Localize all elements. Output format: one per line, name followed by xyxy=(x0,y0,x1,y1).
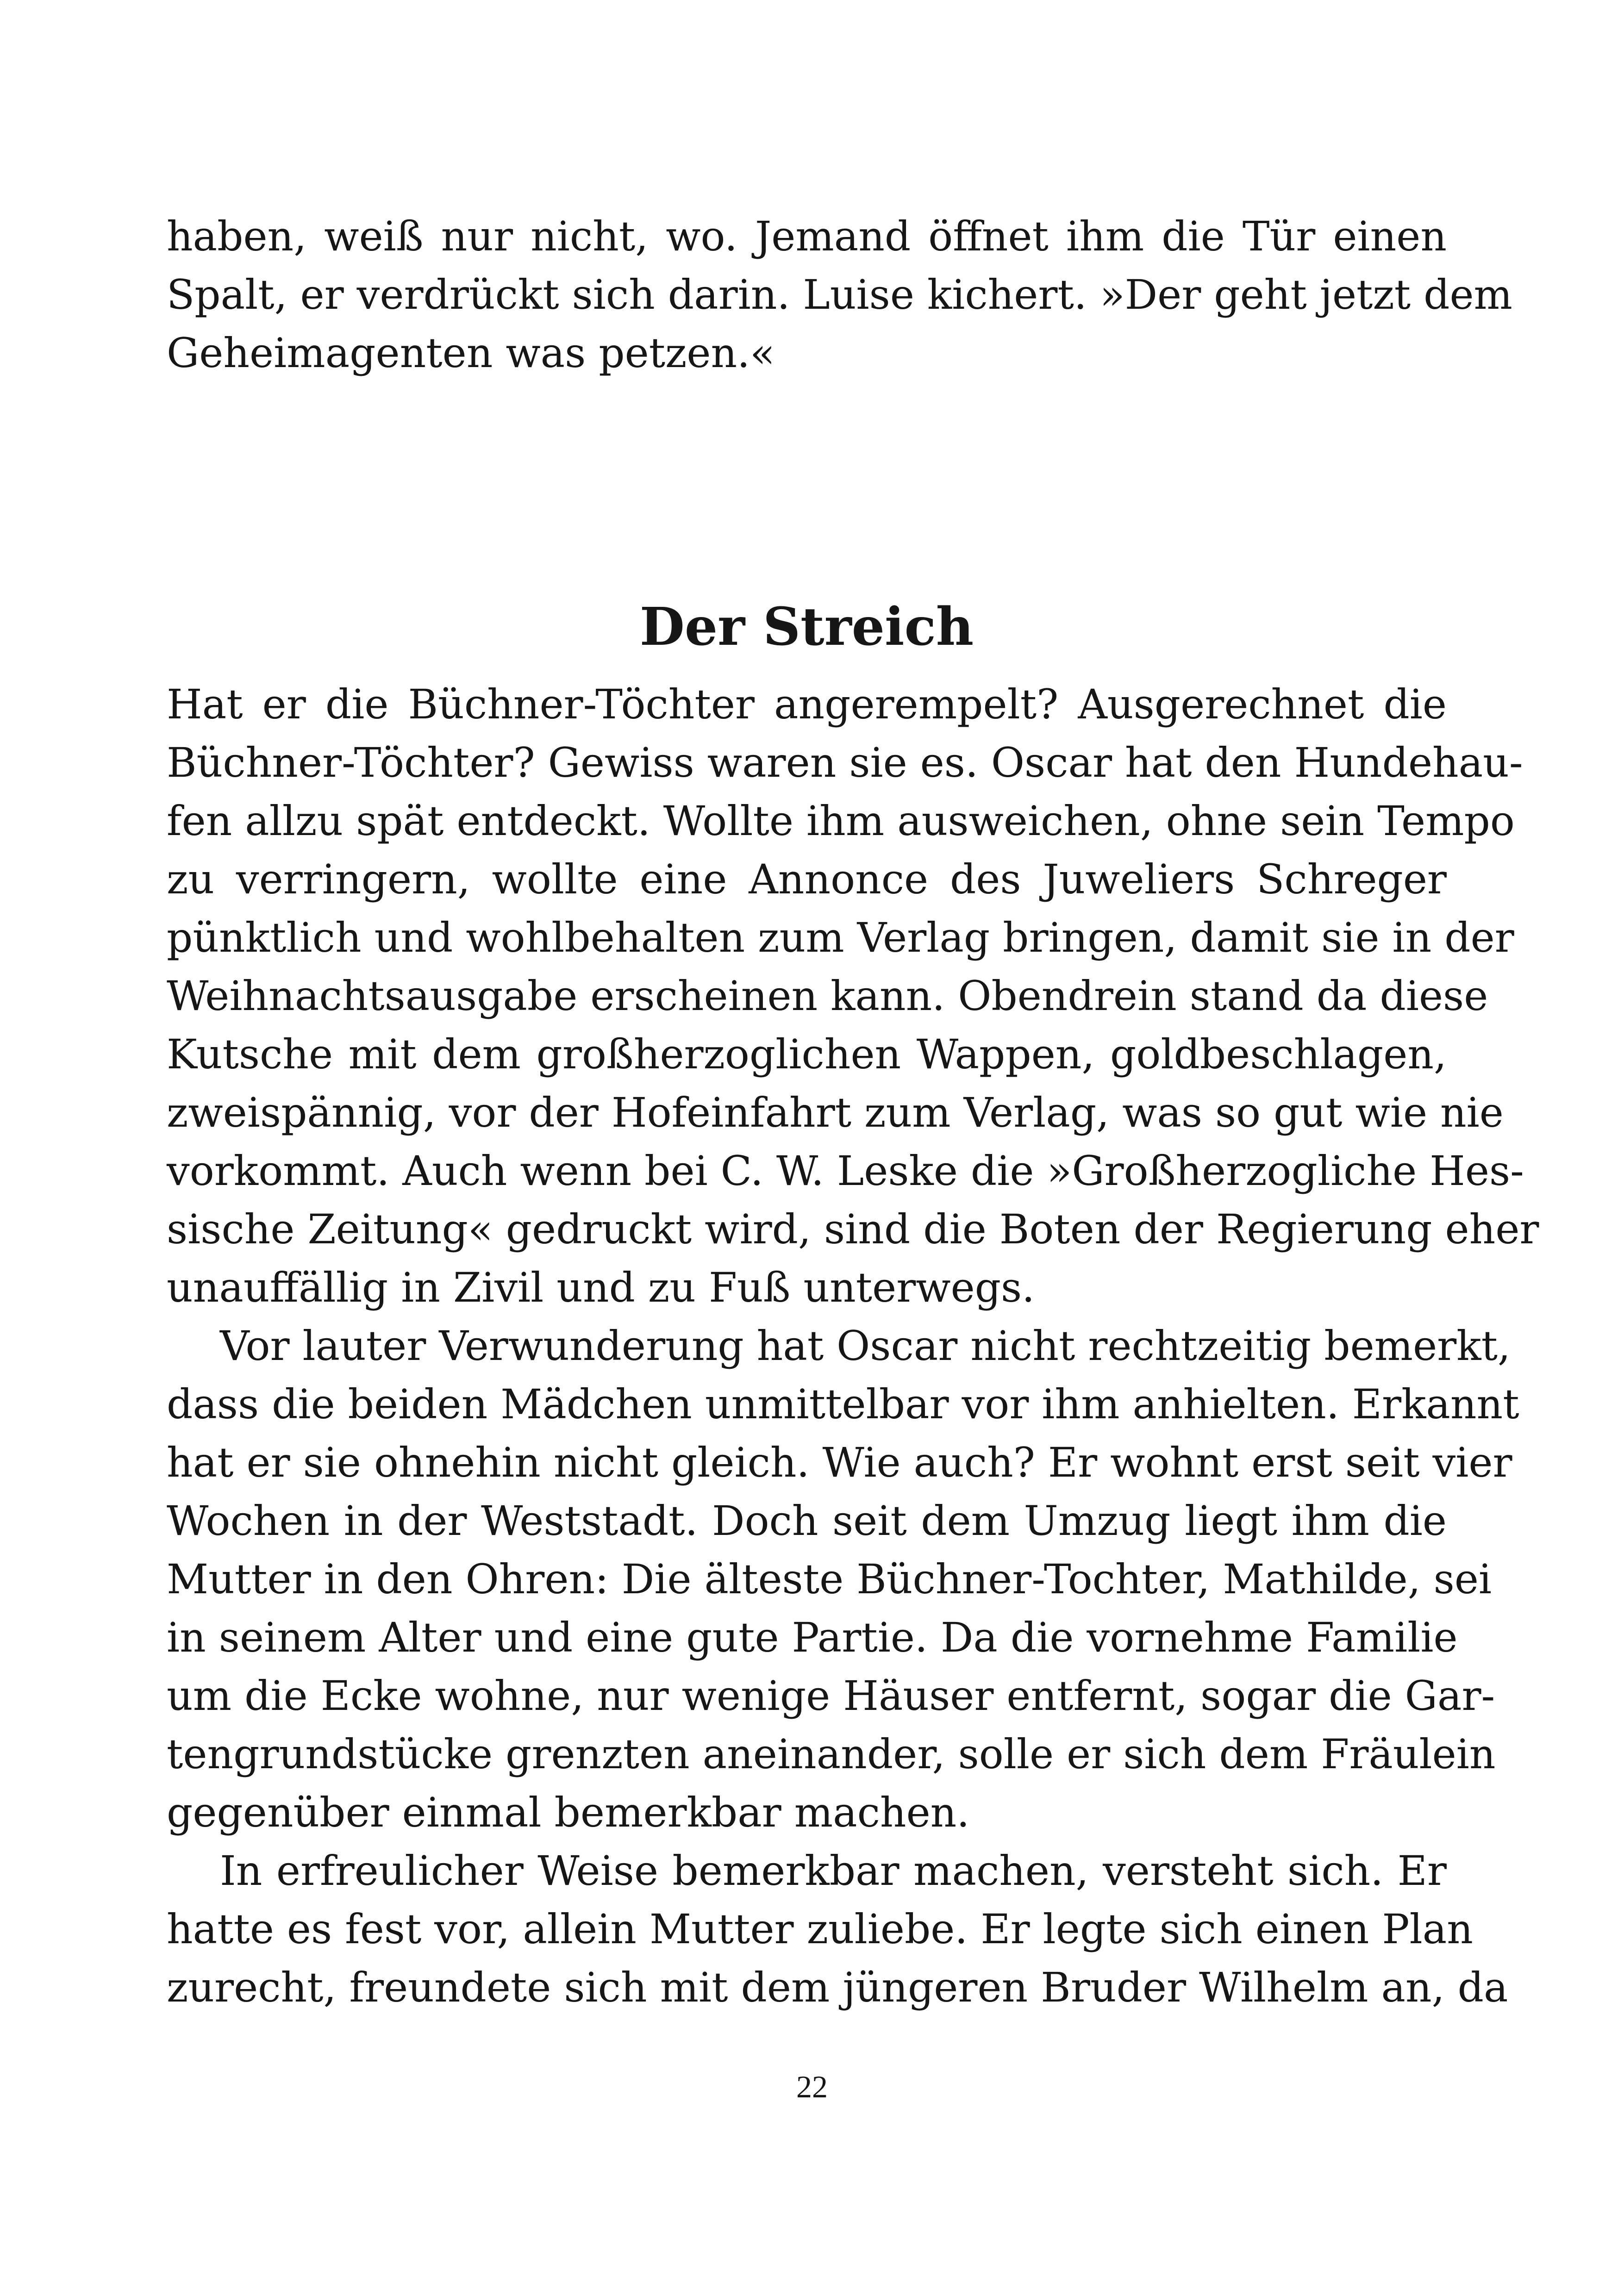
text-line: in seinem Alter und eine gute Partie. Da die vornehme Familie xyxy=(167,1614,1458,1661)
text-line: tengrundstücke grenzten aneinander, solle er sich dem Fräulein xyxy=(167,1730,1496,1778)
text-line: zurecht, freundete sich mit dem jüngeren Bruder Wilhelm an, da xyxy=(167,1964,1508,2011)
text-line: Weihnachtsausgabe erscheinen kann. Obendrein stand da diese xyxy=(167,972,1488,1020)
text-line: hatte es fest vor, allein Mutter zuliebe. Er legte sich einen Plan xyxy=(167,1905,1473,1953)
text-line: dass die beiden Mädchen unmittelbar vor ihm anhielten. Erkannt xyxy=(167,1380,1519,1428)
text-line: Kutsche mit dem großherzoglichen Wappen, goldbeschlagen, xyxy=(167,1030,1447,1078)
intro-paragraph xyxy=(167,207,1512,382)
text-line: um die Ecke wohne, nur wenige Häuser entfernt, sogar die Gar- xyxy=(167,1672,1495,1720)
text-line: gegenüber einmal bemerkbar machen. xyxy=(167,1789,970,1836)
text-line: zu verringern, wollte eine Annonce des Juweliers Schreger xyxy=(167,855,1447,903)
text-line: vorkommt. Auch wenn bei C. W. Leske die »Großherzogliche Hes- xyxy=(167,1147,1524,1195)
text-line: Hat er die Büchner-Töchter angerempelt? Ausgerechnet die xyxy=(167,680,1447,728)
text-line: zweispännig, vor der Hofeinfahrt zum Verlag, was so gut wie nie xyxy=(167,1089,1504,1136)
paragraph-2 xyxy=(167,1317,1519,1842)
chapter-title: Der Streich xyxy=(639,597,974,657)
text-line: fen allzu spät entdeckt. Wollte ihm ausweichen, ohne sein Tempo xyxy=(167,797,1515,845)
text-line: sische Zeitung« gedruckt wird, sind die Boten der Regierung eher xyxy=(167,1205,1539,1253)
text-line: haben, weiß nur nicht, wo. Jemand öffnet ihm die Tür einen xyxy=(167,212,1447,260)
text-line: In erfreulicher Weise bemerkbar machen, versteht sich. Er xyxy=(220,1847,1447,1895)
chapter-body xyxy=(167,675,1539,2017)
page-number: 22 xyxy=(796,2069,828,2104)
text-line: Vor lauter Verwunderung hat Oscar nicht rechtzeitig bemerkt, xyxy=(220,1322,1511,1370)
paragraph-1 xyxy=(167,675,1539,1317)
text-line: Büchner-Töchter? Gewiss waren sie es. Oscar hat den Hundehau- xyxy=(167,739,1523,786)
text-line: Spalt, er verdrückt sich darin. Luise kichert. »Der geht jetzt dem xyxy=(167,271,1512,318)
text-line: Geheimagenten was petzen.« xyxy=(167,329,775,377)
text-line: hat er sie ohnehin nicht gleich. Wie auch? Er wohnt erst seit vier xyxy=(167,1439,1512,1486)
text-line: Mutter in den Ohren: Die älteste Büchner-Tochter, Mathilde, sei xyxy=(167,1555,1492,1603)
paragraph-3 xyxy=(167,1842,1508,2017)
text-line: pünktlich und wohlbehalten zum Verlag bringen, damit sie in der xyxy=(167,914,1514,961)
text-line: unauffällig in Zivil und zu Fuß unterwegs. xyxy=(167,1264,1035,1311)
text-line: Wochen in der Weststadt. Doch seit dem Umzug liegt ihm die xyxy=(167,1497,1447,1545)
